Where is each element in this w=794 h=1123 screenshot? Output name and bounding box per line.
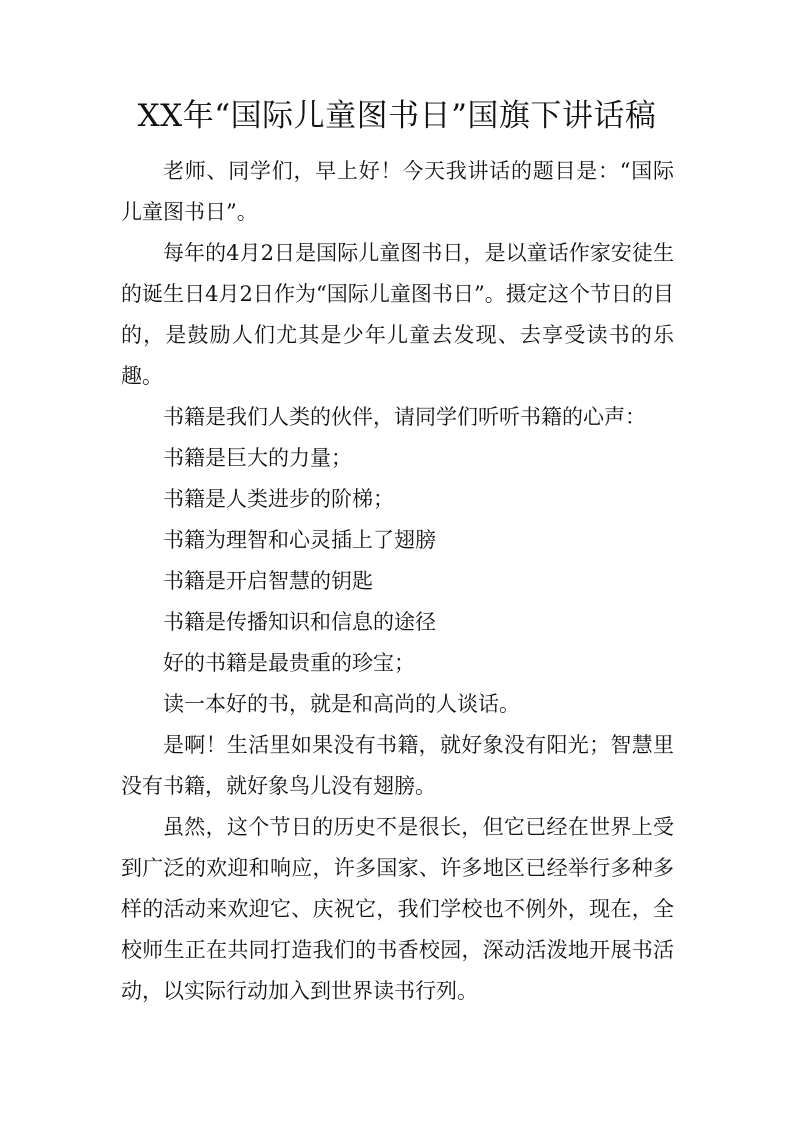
- paragraph-sunlight: 是啊！生活里如果没有书籍，就好象没有阳光；智慧里没有书籍，就好象鸟儿没有翅膀。: [121, 733, 674, 798]
- document-title: XX年“国际儿童图书日”国旗下讲话稿: [137, 98, 657, 134]
- paragraph-intro-voice: 书籍是我们人类的伙伴，请同学们听听书籍的心声：: [163, 405, 646, 429]
- paragraph-line-conversation: 读一本好的书，就是和高尚的人谈话。: [163, 692, 520, 716]
- paragraph-line-wings: 书籍为理智和心灵插上了翅膀: [163, 528, 436, 552]
- paragraph-line-key: 书籍是开启智慧的钥匙: [163, 569, 373, 593]
- paragraph-line-path: 书籍是传播知识和信息的途径: [163, 610, 436, 634]
- paragraph-line-power: 书籍是巨大的力量；: [163, 446, 352, 470]
- document-body: [121, 151, 674, 1012]
- paragraph-origin: 每年的4月2日是国际儿童图书日，是以童话作家安徒生的诞生日4月2日作为“国际儿童图书日”。摄定这个节日的目的，是鼓励人们尤其是少年儿童去发现、去享受读书的乐趣。: [121, 241, 674, 388]
- paragraph-line-treasure: 好的书籍是最贵重的珍宝；: [163, 651, 415, 675]
- paragraph-school-activities: 虽然，这个节日的历史不是很长，但它已经在世界上受到广泛的欢迎和响应，许多国家、许多地区已经举行多种多样的活动来欢迎它、庆祝它，我们学校也不例外，现在，全校师生正在共同打造我们的书香校园，深动活泼地开展书活动，以实际行动加入到世界读书行列。: [121, 815, 674, 1003]
- paragraph-line-ladder: 书籍是人类进步的阶梯；: [163, 487, 394, 511]
- paragraph-greeting: 老师、同学们，早上好！今天我讲话的题目是：“国际儿童图书日”。: [121, 159, 674, 224]
